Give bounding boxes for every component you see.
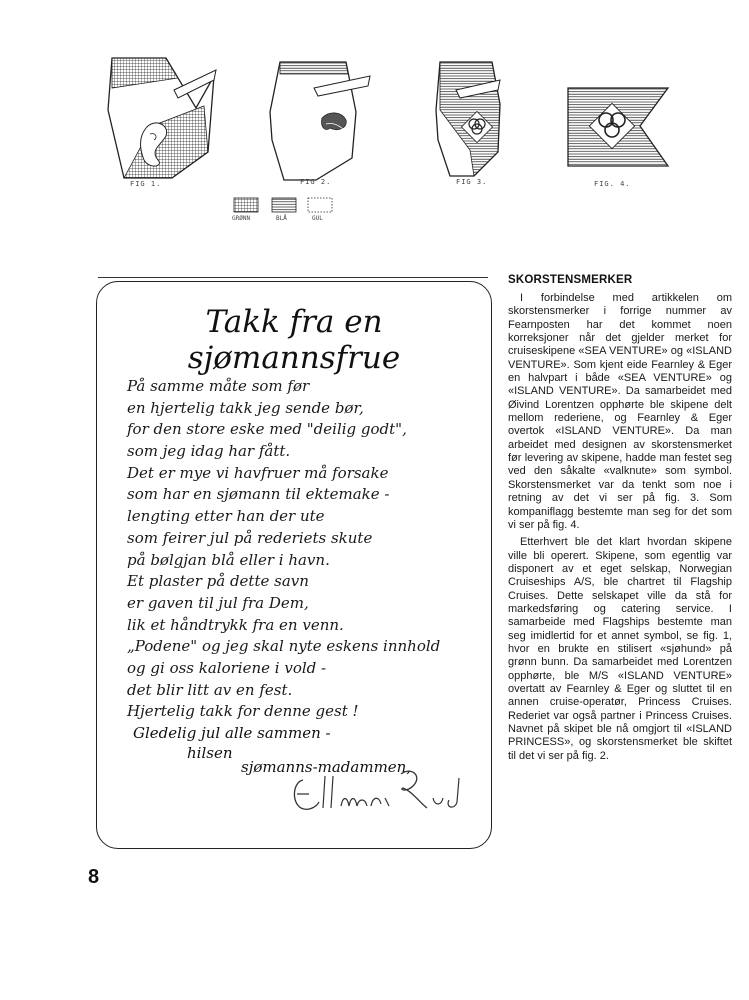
fig1-label: FIG 1. xyxy=(130,180,162,188)
closing-greeting: Gledelig jul alle sammen - xyxy=(133,724,331,742)
poem-line: lengting etter han der ute xyxy=(127,507,325,526)
letter-box xyxy=(96,281,492,849)
poem-line: som har en sjømann til ektemake - xyxy=(127,485,390,504)
fig4-label: FIG. 4. xyxy=(594,180,631,188)
closing-hilsen: hilsen xyxy=(187,744,233,762)
funnel-figures xyxy=(0,0,749,240)
letter-title: Takk fra en sjømannsfrue xyxy=(187,304,401,376)
poem xyxy=(127,376,487,723)
legend-blue: BLÅ xyxy=(276,215,287,222)
fig2-label: FIG 2. xyxy=(300,178,332,186)
fig2-funnel xyxy=(270,62,370,180)
legend-green: GRØNN xyxy=(232,215,251,222)
poem-line: På samme måte som før xyxy=(127,377,310,395)
fig1-funnel xyxy=(108,58,216,178)
legend-yellow: GUL xyxy=(312,215,323,222)
article-heading: SKORSTENSMERKER xyxy=(508,274,633,286)
fig3-label: FIG 3. xyxy=(456,178,488,186)
poem-line: for den store eske med "deilig godt", xyxy=(127,420,407,439)
poem-line: Et plaster på dette savn xyxy=(127,572,309,591)
poem-line: Hjertelig takk for denne gest ! xyxy=(127,702,359,721)
article-paragraph: I forbindelse med artikkelen om skorstensmerker i forrige nummer av Fearnposten har det kommet noen korreksjoner når det gjelder merket for cruiseskipene «SEA VENTURE» og «ISLAND VENTURE». Som kjent eide Fearnley & Eger en halvpart i både «SEA VENTURE» og «ISLAND VENTURE». Da samarbeidet med Øivind Lorentzen opphørte ble skipene delt mellom rederiene, og Fearnley & Eger overtok «ISLAND VENTURE». Da man arbeidet med designen av skorstensmerket før levering av skipene, hadde man festet seg ved den såkalte «valknute» som symbol. Skorstensmerket var da tenkt som noe i retning av det vi ser på fig. 3. Som kompaniflagg bestemte man seg for det som vi ser på fig. 4. xyxy=(508,292,732,531)
page-number: 8 xyxy=(88,866,100,888)
poem-line: „Podene" og jeg skal nyte eskens innhold xyxy=(127,637,441,656)
poem-line: som feirer jul på rederiets skute xyxy=(127,528,373,547)
funnel-drawings xyxy=(0,0,749,240)
fig3-funnel xyxy=(436,62,500,176)
poem-line: som jeg idag har fått. xyxy=(127,442,291,461)
letter-top-rule xyxy=(98,277,488,278)
color-legend xyxy=(232,196,352,226)
closing-sender: sjømanns-madammen, xyxy=(241,758,412,776)
handwritten-signature xyxy=(287,762,477,822)
poem-line: lik et håndtrykk fra en venn. xyxy=(127,615,344,634)
article-paragraph: Etterhvert ble det klart hvordan skipene ville bli operert. Skipene, som egentlig var disponert av et eget selskap, Norwegian Cruiseships A/S, ble chartret til Flagship Cruises. Dette selskapet ville da stå for markedsføring og catering service. I samarbeide med Flagships bestemte man seg imidlertid for et annet symbol, se fig. 1, hvor en brukte en stilisert «sjøhund» på grønn bunn. Da samarbeidet med Lorentzen opphørte, ble M/S «ISLAND VENTURE» overtatt av Fearnley & Eger og sluttet til en annen cruise-operatør, Princess Cruises. Rederiet var også partner i Princess Cruises. Navnet på skipet ble nå omgjort til «ISLAND PRINCESS», og skorstensmerket ble skiftet til det vi ser på fig. 2. xyxy=(508,536,732,762)
legend-swatches xyxy=(232,196,352,216)
poem-line: Det er mye vi havfruer må forsake xyxy=(127,463,389,482)
poem-line: er gaven til jul fra Dem, xyxy=(127,593,309,612)
poem-line: det blir litt av en fest. xyxy=(127,680,293,699)
poem-line: på bølgjan blå eller i havn. xyxy=(127,550,330,569)
poem-line: og gi oss kaloriene i vold - xyxy=(127,658,327,677)
fig4-flag xyxy=(568,88,668,166)
poem-line: en hjertelig takk jeg sende bør, xyxy=(127,398,364,417)
article-column xyxy=(508,274,732,763)
